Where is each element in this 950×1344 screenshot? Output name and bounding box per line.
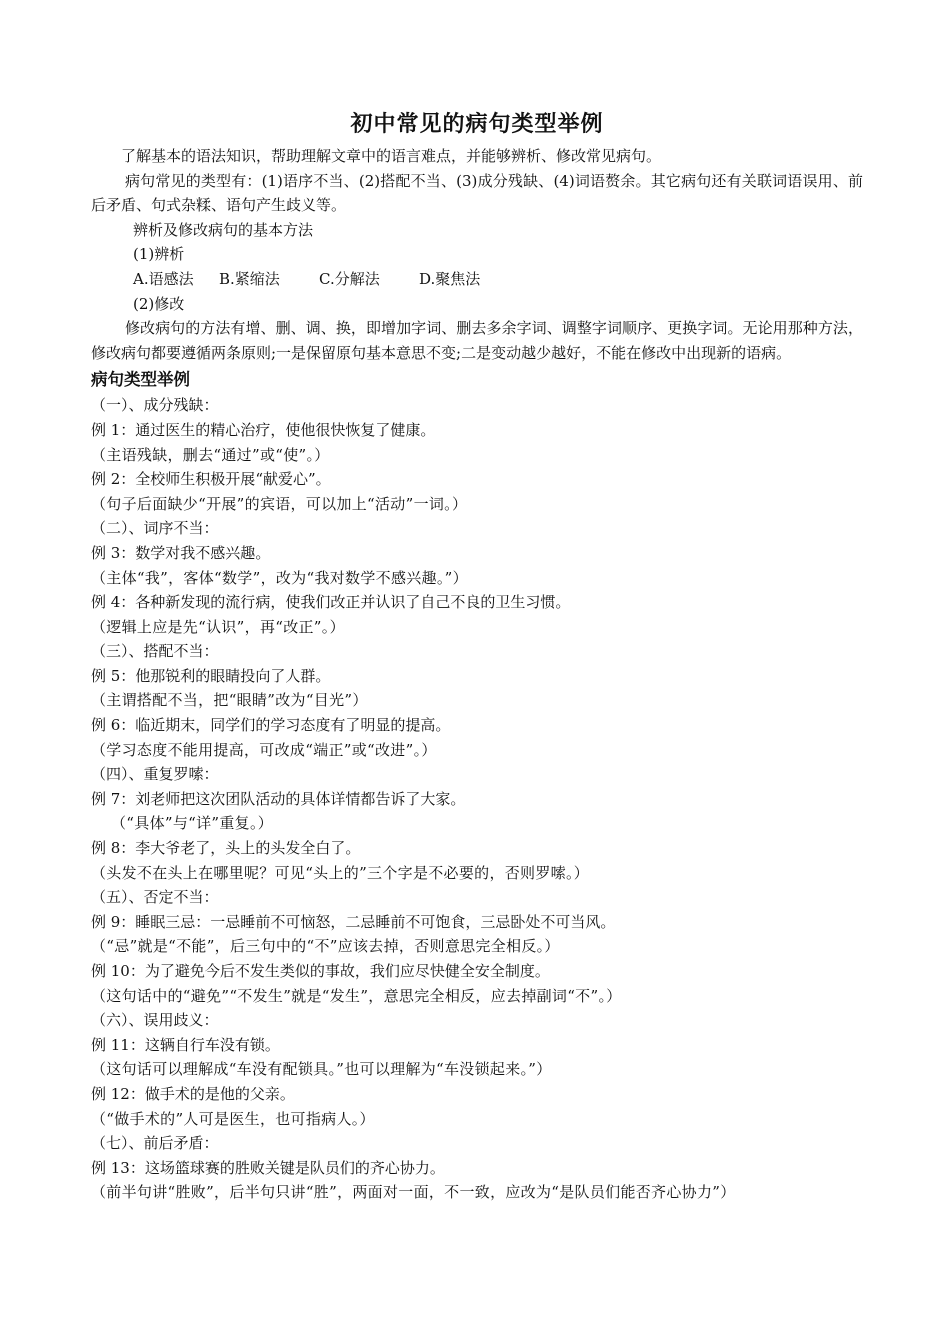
modify-label: (2)修改 xyxy=(133,294,185,313)
category-heading: （五）、否定不当： xyxy=(91,888,219,907)
example-note: （头发不在头上在哪里呢？可见“头上的”三个字是不必要的，否则罗嗦。） xyxy=(91,863,590,882)
example-note: （“具体”与“详”重复。） xyxy=(111,814,274,833)
example-note: （学习态度不能用提高，可改成“端正”或“改进”。） xyxy=(91,740,437,759)
example-sentence: 例 9：睡眠三忌：一忌睡前不可恼怒，二忌睡前不可饱食，三忌卧处不可当风。 xyxy=(91,912,616,931)
method-item: A.语感法 xyxy=(133,269,194,288)
document-page xyxy=(91,104,863,1205)
example-note: （前半句讲“胜败”，后半句只讲“胜”，两面对一面，不一致，应改为“是队员们能否齐心协力”） xyxy=(91,1183,736,1202)
analyze-label: (1)辨析 xyxy=(133,245,185,264)
example-sentence: 例 8：李大爷老了，头上的头发全白了。 xyxy=(91,839,361,858)
methods-heading: 辨析及修改病句的基本方法 xyxy=(133,220,314,239)
analyze-methods xyxy=(91,267,863,292)
category-heading: （六）、误用歧义： xyxy=(91,1011,219,1030)
example-note: （句子后面缺少“开展”的宾语，可以加上“活动”一词。） xyxy=(91,494,468,513)
example-note: （“做手术的”人可是医生，也可指病人。） xyxy=(91,1109,375,1128)
example-sentence: 例 13：这场篮球赛的胜败关键是队员们的齐心协力。 xyxy=(91,1158,445,1177)
category-heading: （四）、重复罗嗦： xyxy=(91,765,219,784)
page-title: 初中常见的病句类型举例 xyxy=(350,112,604,137)
example-note: （“忌”就是“不能”，后三句中的“不”应该去掉，否则意思完全相反。） xyxy=(91,937,560,956)
method-item: C.分解法 xyxy=(319,269,380,288)
example-sentence: 例 6：临近期末，同学们的学习态度有了明显的提高。 xyxy=(91,716,451,735)
example-sentence: 例 10：为了避免今后不发生类似的事故，我们应尽快健全安全制度。 xyxy=(91,962,550,980)
example-note: （主语残缺，删去“通过”或“使”。） xyxy=(91,445,330,464)
example-sentence: 例 5：他那锐利的眼睛投向了人群。 xyxy=(91,666,331,685)
example-sentence: 例 4：各种新发现的流行病，使我们改正并认识了自己不良的卫生习惯。 xyxy=(91,593,571,612)
example-note: （逻辑上应是先“认识”，再“改正”。） xyxy=(91,617,345,636)
example-sentence: 例 7：刘老师把这次团队活动的具体详情都告诉了大家。 xyxy=(91,789,466,808)
method-item: B.紧缩法 xyxy=(219,269,280,288)
example-sentence: 例 1：通过医生的精心治疗，使他很快恢复了健康。 xyxy=(91,420,436,439)
intro-paragraph: 了解基本的语法知识，帮助理解文章中的语言难点，并能够辨析、修改常见病句。 xyxy=(121,147,662,165)
section-title: 病句类型举例 xyxy=(91,370,190,390)
example-sentence: 例 11：这辆自行车没有锁。 xyxy=(91,1035,280,1054)
category-heading: （二）、词序不当： xyxy=(91,519,219,538)
category-heading: （七）、前后矛盾： xyxy=(91,1134,219,1153)
example-note: （这句话中的“避免”“不发生”就是“发生”，意思完全相反，应去掉副词“不”。） xyxy=(91,986,622,1005)
example-note: （主谓搭配不当，把“眼睛”改为“目光”） xyxy=(91,691,368,710)
example-note: （这句话可以理解成“车没有配锁具。”也可以理解为“车没锁起来。”） xyxy=(91,1060,552,1079)
category-heading: （三）、搭配不当： xyxy=(91,642,219,661)
example-sentence: 例 3：数学对我不感兴趣。 xyxy=(91,543,271,562)
example-sentence: 例 2：全校师生积极开展“献爱心”。 xyxy=(91,470,331,489)
category-heading: （一）、成分残缺： xyxy=(91,396,219,415)
example-sentence: 例 12：做手术的是他的父亲。 xyxy=(91,1084,295,1103)
example-note: （主体“我”，客体“数学”，改为“我对数学不感兴趣。”） xyxy=(91,568,468,587)
method-item: D.聚焦法 xyxy=(419,269,481,288)
modify-paragraph: 修改病句的方法有增、删、调、换，即增加字词、删去多余字词、调整字词顺序、更换字词。无论用那种方法，修改病句都要遵循两条原则;一是保留原句基本意思不变;二是变动越少越好，不能在修改中出现新的语病。 xyxy=(91,319,863,362)
types-paragraph: 病句常见的类型有：(1)语序不当、(2)搭配不当、(3)成分残缺、(4)词语赘余。其它病句还有关联词语误用、前后矛盾、句式杂糅、语句产生歧义等。 xyxy=(91,171,863,215)
example-list xyxy=(91,393,863,1205)
